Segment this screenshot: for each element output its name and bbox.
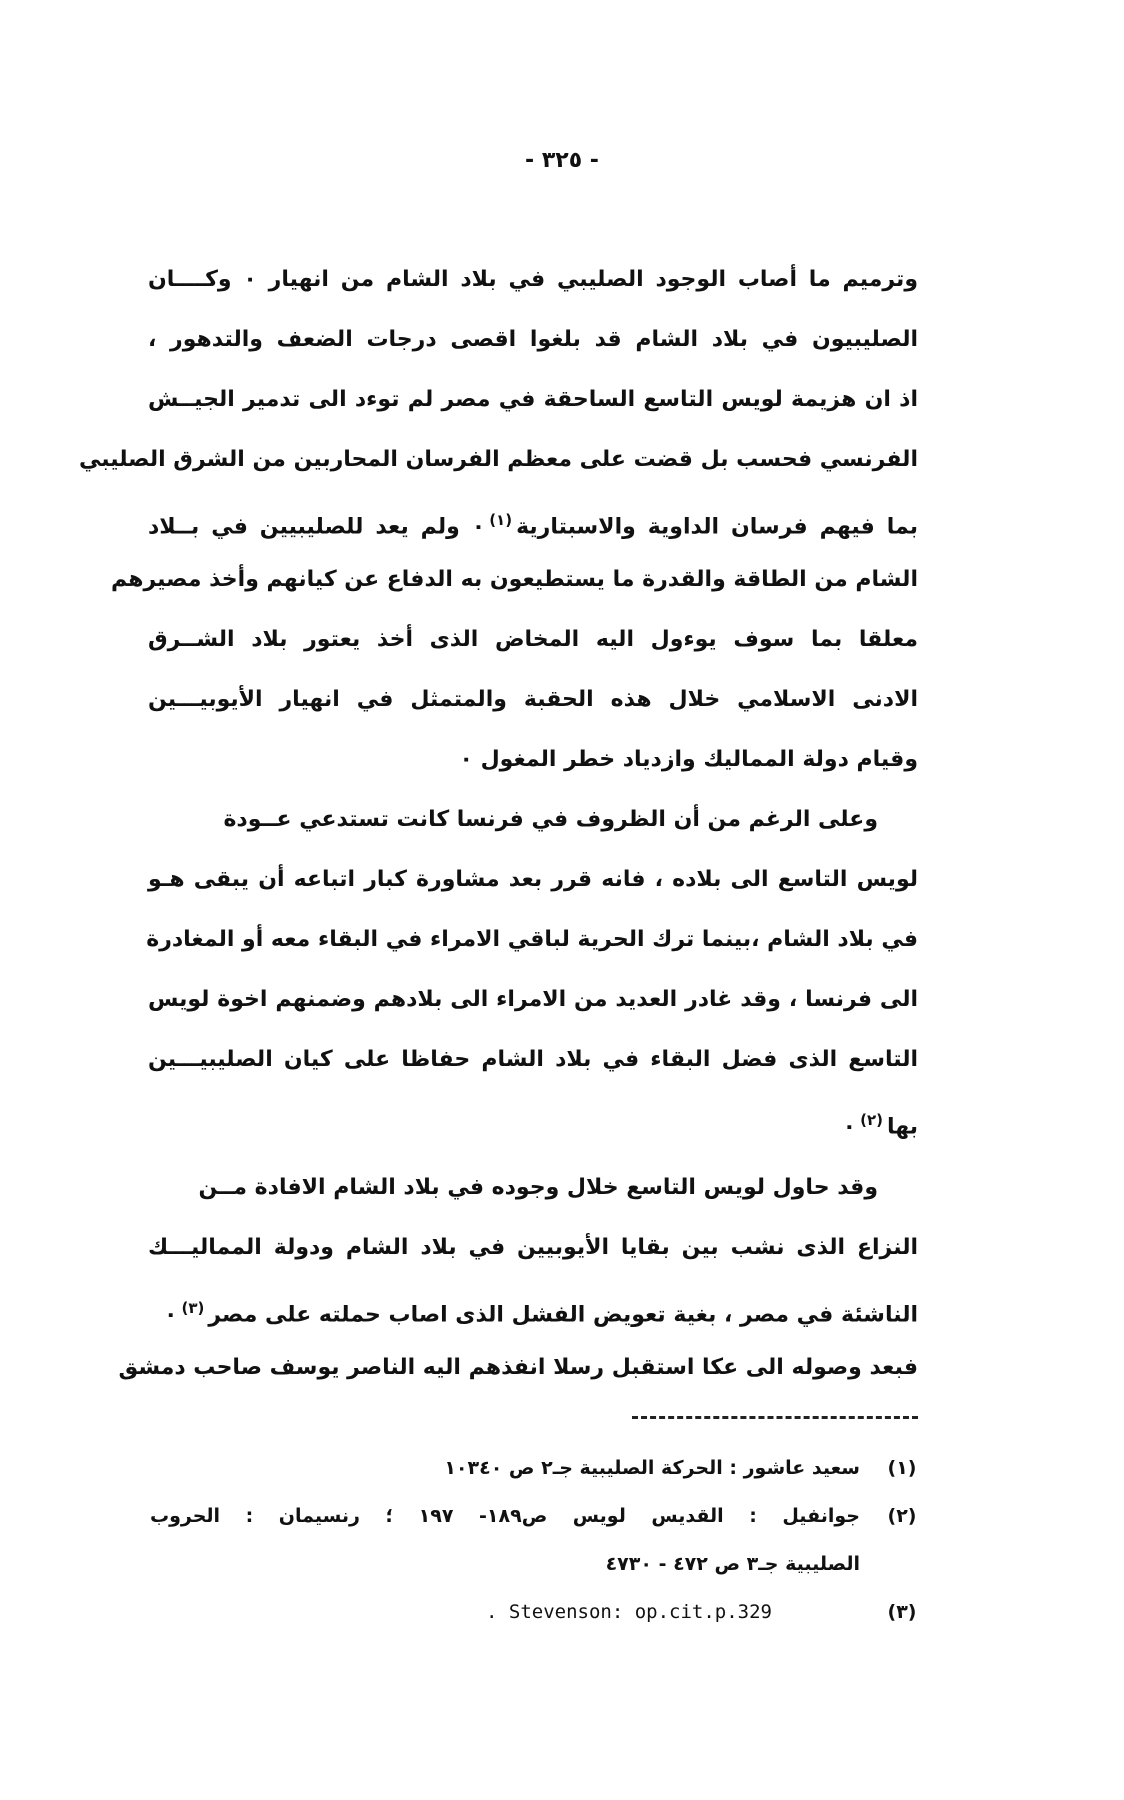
text-segment: بها	[886, 1114, 918, 1140]
footnote-number: (٣)	[887, 1601, 917, 1623]
text-line: اذ ان هزيمة لويس التاسع الساحقة في مصر لم توءد الى تدمير الجيــش	[148, 387, 918, 412]
text-line-with-footnote	[148, 498, 918, 558]
footnote-ref-2[interactable]: (٢)	[860, 1111, 883, 1129]
footnote-text: جوانفيل : القديس لويس ص١٨٩- ١٩٧ ؛ رنسيمان : الحروب	[150, 1505, 860, 1527]
footnote-number: (١)	[887, 1457, 917, 1479]
text-line-with-footnote	[148, 1286, 918, 1346]
paragraph-start: وقد حاول لويس التاسع خلال وجوده في بلاد الشام الافادة مــن	[198, 1175, 878, 1200]
text-line: وقيام دولة المماليك وازدياد خطر المغول ٠	[459, 747, 918, 772]
paragraph-start: وعلى الرغم من أن الظروف في فرنسا كانت تستدعي عــودة	[223, 807, 878, 832]
footnote-text: سعيد عاشور : الحركة الصليبية جـ٢ ص ١٠٣٤٠	[444, 1457, 860, 1479]
footnote-1	[150, 1448, 922, 1496]
text-segment: ٠	[164, 1302, 178, 1328]
text-line: النزاع الذى نشب بين بقايا الأيوبيين في بلاد الشام ودولة المماليـــك	[148, 1235, 918, 1260]
text-line: في بلاد الشام ،بينما ترك الحرية لباقي الامراء في البقاء معه أو المغادرة	[146, 927, 918, 952]
footnote-text: الصليبية جـ٣ ص ٤٧٢ - ٤٧٣٠	[605, 1553, 860, 1575]
text-line-with-footnote	[148, 1098, 918, 1158]
text-line: فبعد وصوله الى عكا استقبل رسلا انفذهم اليه الناصر يوسف صاحب دمشق	[118, 1355, 918, 1380]
text-line: الصليبيون في بلاد الشام قد بلغوا اقصى درجات الضعف والتدهور ،	[148, 327, 918, 352]
text-line: الشام من الطاقة والقدرة ما يستطيعون به الدفاع عن كيانهم وأخذ مصيرهم	[110, 567, 918, 592]
text-segment: الناشئة في مصر ، بغية تعويض الفشل الذى اصاب حملته على مصر	[208, 1302, 918, 1328]
footnote-text: . Stevenson: op.cit.p.329	[486, 1601, 772, 1623]
page-number: - ٣٢٥ -	[525, 148, 599, 173]
text-line: وترميم ما أصاب الوجود الصليبي في بلاد الشام من انهيار ٠ وكــــان	[148, 267, 918, 292]
text-segment: ٠	[842, 1114, 857, 1140]
text-line: التاسع الذى فضل البقاء في بلاد الشام حفاظا على كيان الصليبيـــين	[148, 1047, 918, 1072]
text-line: الفرنسي فحسب بل قضت على معظم الفرسان المحاربين من الشرق الصليبي	[78, 447, 918, 472]
footnote-2-continuation	[150, 1544, 922, 1592]
footnote-ref-1[interactable]: (١)	[489, 511, 513, 529]
footnote-3	[150, 1592, 922, 1640]
main-text	[78, 258, 918, 1406]
text-segment: ٠ ولم يعد للصليبيين في بــلاد	[148, 514, 486, 540]
text-line: الادنى الاسلامي خلال هذه الحقبة والمتمثل في انهيار الأيوبيـــين	[148, 687, 918, 712]
text-line: معلقا بما سوف يوءول اليه المخاض الذى أخذ يعتور بلاد الشــرق	[148, 627, 918, 652]
text-segment: بما فيهم فرسان الداوية والاسبتارية	[516, 514, 918, 540]
footnote-separator	[632, 1416, 918, 1419]
footnote-ref-3[interactable]: (٣)	[181, 1299, 205, 1317]
text-line: لويس التاسع الى بلاده ، فانه قرر بعد مشاورة كبار اتباعه أن يبقى هـو	[148, 867, 918, 892]
footnote-2	[150, 1496, 922, 1544]
footnotes	[150, 1448, 922, 1640]
footnote-number: (٢)	[887, 1505, 917, 1527]
text-line: الى فرنسا ، وقد غادر العديد من الامراء الى بلادهم وضمنهم اخوة لويس	[148, 987, 918, 1012]
